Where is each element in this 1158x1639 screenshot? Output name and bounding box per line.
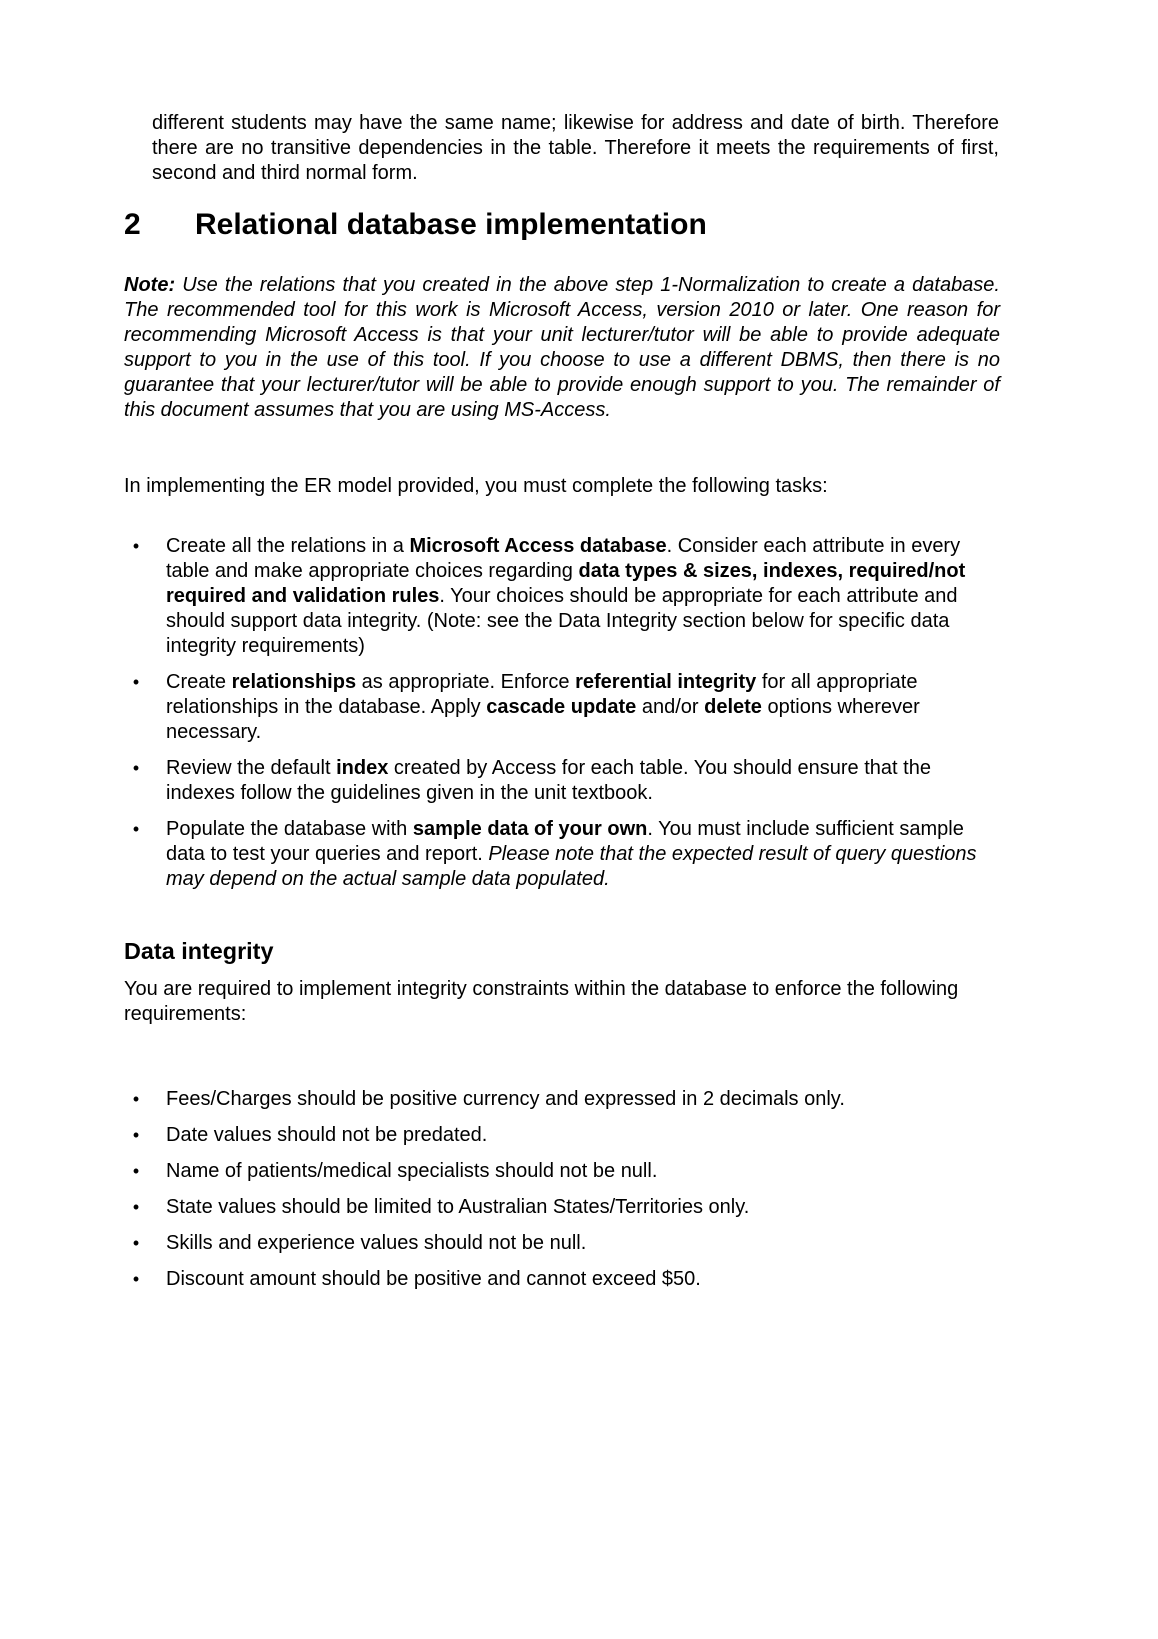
section-number: 2 bbox=[124, 208, 141, 241]
task-text: . Consider each attribute in every table and make appropriate choices regarding bbox=[166, 535, 961, 582]
section-heading bbox=[124, 208, 707, 241]
task-emphasis: delete bbox=[704, 696, 762, 718]
task-text: and/or bbox=[636, 696, 705, 718]
task-emphasis: data types & sizes, indexes, required/not required and validation rules bbox=[166, 560, 966, 607]
bullet-icon: • bbox=[132, 1197, 140, 1217]
integrity-item-text: Skills and experience values should not be null. bbox=[166, 1232, 587, 1254]
integrity-item bbox=[124, 1231, 1004, 1256]
bullet-icon: • bbox=[132, 672, 140, 692]
task-text: created by Access for each table. You should ensure that the indexes follow the guidelines given in the unit textbook. bbox=[166, 757, 931, 804]
note-label: Note: bbox=[124, 274, 176, 296]
bullet-icon: • bbox=[132, 1161, 140, 1181]
integrity-item bbox=[124, 1087, 1004, 1112]
note-text: Use the relations that you created in the above step 1-Normalization to create a database. The recommended tool for this work is Microsoft Access, version 2010 or later. One reason for recommending Microsoft Access is that your unit lecturer/tutor will be able to provide adequate support to you in the use of this tool. If you choose to use a different DBMS, then there is no guarantee that your lecturer/tutor will be able to provide enough support to you. The remainder of this document assumes that you are using MS-Access. bbox=[124, 274, 1000, 421]
task-emphasis: referential integrity bbox=[575, 671, 757, 693]
task-text: . You must include sufficient sample data to test your queries and report. bbox=[166, 818, 964, 865]
task-text: . Your choices should be appropriate for each attribute and should support data integrity. (Note: see the Data Integrity section below for specific data integrity requirements) bbox=[166, 585, 958, 657]
task-item-create-relations bbox=[124, 534, 1004, 659]
integrity-intro: You are required to implement integrity constraints within the database to enforce the following requirements: bbox=[124, 978, 959, 1025]
bullet-icon: • bbox=[132, 1089, 140, 1109]
task-text: Create bbox=[166, 671, 232, 693]
task-text: Populate the database with bbox=[166, 818, 413, 840]
integrity-item-text: Name of patients/medical specialists should not be null. bbox=[166, 1160, 658, 1182]
integrity-item-text: Fees/Charges should be positive currency and expressed in 2 decimals only. bbox=[166, 1088, 845, 1110]
task-item-populate bbox=[124, 817, 1004, 892]
task-text: for all appropriate relationships in the database. Apply bbox=[166, 671, 918, 718]
integrity-item-text: State values should be limited to Australian States/Territories only. bbox=[166, 1196, 750, 1218]
integrity-item bbox=[124, 1267, 1004, 1292]
integrity-item-text: Date values should not be predated. bbox=[166, 1124, 488, 1146]
note-paragraph bbox=[124, 273, 1000, 423]
task-list bbox=[124, 534, 1004, 903]
task-emphasis: index bbox=[336, 757, 389, 779]
task-italic-note: Please note that the expected result of query questions may depend on the actual sample data populated. bbox=[166, 843, 977, 890]
task-emphasis: relationships bbox=[231, 671, 357, 693]
bullet-icon: • bbox=[132, 1269, 140, 1289]
task-emphasis: sample data of your own bbox=[412, 818, 648, 840]
integrity-list bbox=[124, 1087, 1004, 1303]
integrity-item bbox=[124, 1159, 1004, 1184]
tasks-intro: In implementing the ER model provided, you must complete the following tasks: bbox=[124, 475, 828, 497]
task-text: Review the default bbox=[166, 757, 337, 779]
section-title: Relational database implementation bbox=[195, 208, 707, 241]
bullet-icon: • bbox=[132, 819, 140, 839]
integrity-item-text: Discount amount should be positive and cannot exceed $50. bbox=[166, 1268, 701, 1290]
task-item-relationships bbox=[124, 670, 1004, 745]
task-text: Create all the relations in a bbox=[166, 535, 410, 557]
bullet-icon: • bbox=[132, 536, 140, 556]
bullet-icon: • bbox=[132, 758, 140, 778]
bullet-icon: • bbox=[132, 1125, 140, 1145]
integrity-item bbox=[124, 1195, 1004, 1220]
intro-paragraph: different students may have the same name; likewise for address and date of birth. Therefore there are no transitive dependencies in the table. Therefore it meets the requirements of first, second and third normal form. bbox=[152, 112, 999, 184]
task-text: as appropriate. Enforce bbox=[356, 671, 576, 693]
integrity-item bbox=[124, 1123, 1004, 1148]
task-emphasis: cascade update bbox=[486, 696, 637, 718]
task-text: options wherever necessary. bbox=[166, 696, 920, 743]
integrity-heading: Data integrity bbox=[124, 938, 274, 964]
task-item-review-index bbox=[124, 756, 1004, 806]
bullet-icon: • bbox=[132, 1233, 140, 1253]
task-emphasis: Microsoft Access database bbox=[409, 535, 667, 557]
